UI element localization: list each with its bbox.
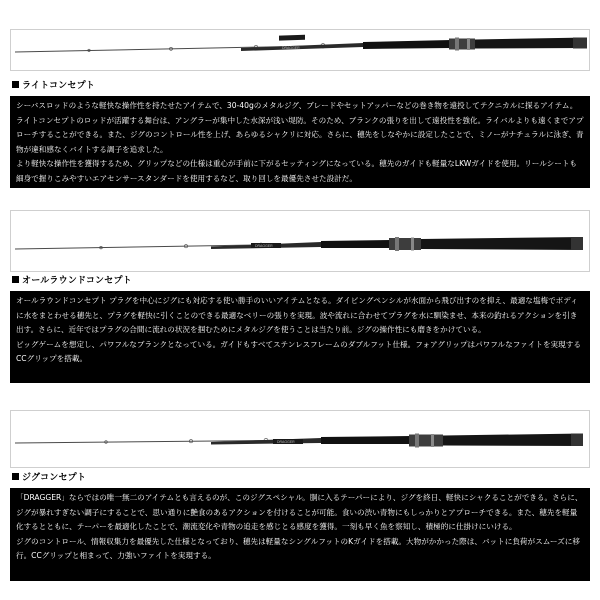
section-heading xyxy=(10,78,590,94)
fishing-rod-icon xyxy=(11,211,589,271)
rod-image-jig xyxy=(10,410,590,468)
heading-text: オールラウンドコンセプト xyxy=(22,276,132,286)
description-paragraph: ビッグゲームを想定し、パワフルなブランクとなっている。ガイドもすべてステンレスフレームのダブルフット仕様。フォアグリップはパワフルなファイトを実現するCCグリップを搭載。 xyxy=(16,339,581,364)
description-paragraph: オールラウンドコンセプト プラグを中心にジグにも対応する使い勝手のいいアイテムとなる。ダイビングペンシルが水面から飛び出すのを抑え、最適な塩梅でボディに水をまとわせる穂先と、プラグを軽快に引くことのできる最適なベリーの張りを実現。波や流れに合わせてプラグを水に馴染ませ、本来の釣れるアクションを引き出す。さらに、近年ではプラグの合間に流れの状況を掴むためにメタルジグを使うことは当たり前。ジグの操作性にも磨きをかけている。 xyxy=(16,296,578,335)
description-paragraph: ジグのコントロール、情報収集力を最優先した仕様となっており、穂先は軽量なシングルフットのKガイドを搭載。大物がかかった際は、バットに負荷がスムーズに移行。CCグリップと相まって、力強いファイトを実現する。 xyxy=(16,536,580,561)
rod-brand-mark: DRAGGER xyxy=(277,440,295,444)
rod-brand-mark: DRAGGER xyxy=(255,244,273,248)
description-box xyxy=(10,96,590,188)
description-paragraph: 「DRAGGER」ならではの唯一無二のアイテムとも言えるのが、このジグスペシャル。胴に入るテーパーにより、ジグを終日、軽快にシャクることができる。さらに、ジグが暴れすぎない調子にすることで、思い通りに艶食のあるアクションを付けることが可能。食いの渋い青物にもしっかりとアプローチできる。また、穂先を軽量化するとともに、テーパーを最適化したことで、潮流変化や青物の追走を感じとる感度を獲得。一刻も早く魚を察知し、積極的に仕掛けにいける。 xyxy=(16,493,583,532)
rod-image-light xyxy=(10,29,590,71)
rod-brand-mark: DRAGGER xyxy=(282,46,300,50)
square-bullet-icon xyxy=(12,276,19,283)
square-bullet-icon xyxy=(12,81,19,88)
description-box xyxy=(10,488,590,581)
heading-text: ライトコンセプト xyxy=(22,81,95,91)
section-allround-concept xyxy=(0,205,600,385)
description-paragraph: より軽快な操作性を獲得するため、グリップなどの仕様は重心が手前に下がるセッティングになっている。穂先のガイドも軽量なLKWガイドを使用。リールシートも細身で握りこみやすいエアセンサースタンダードを使用するなど、取り回しを最優先させた設計だ。 xyxy=(16,159,578,183)
fishing-rod-icon xyxy=(11,30,589,70)
description-paragraph: シーバスロッドのような軽快な操作性を持たせたアイテムで、30-40gのメタルジグ、ブレードやセットアッパーなどの巻き物を遠投してテクニカルに探るアイテム。ライトコンセプトのロッドが活躍する舞台は、アングラーが集中した水深が浅い堤防。そのため、ブランクの張りを出して遠投性を強化。ライバルよりも遠くまでアプローチすることができる。また、ジグのコントロール性を上げ、あらゆるシャクリに対応。さらに、穂先をしなやかに設定したことで、ミノーがナチュラルに泳ぎ、青物が違和感なくバイトする調子を追求した。 xyxy=(16,101,584,154)
square-bullet-icon xyxy=(12,473,19,480)
section-jig-concept xyxy=(0,405,600,595)
section-heading xyxy=(10,273,590,289)
description-box xyxy=(10,291,590,383)
fishing-rod-icon xyxy=(11,411,589,467)
heading-text: ジグコンセプト xyxy=(22,473,87,483)
section-light-concept xyxy=(0,0,600,190)
rod-image-allround xyxy=(10,210,590,272)
section-heading xyxy=(10,470,590,486)
